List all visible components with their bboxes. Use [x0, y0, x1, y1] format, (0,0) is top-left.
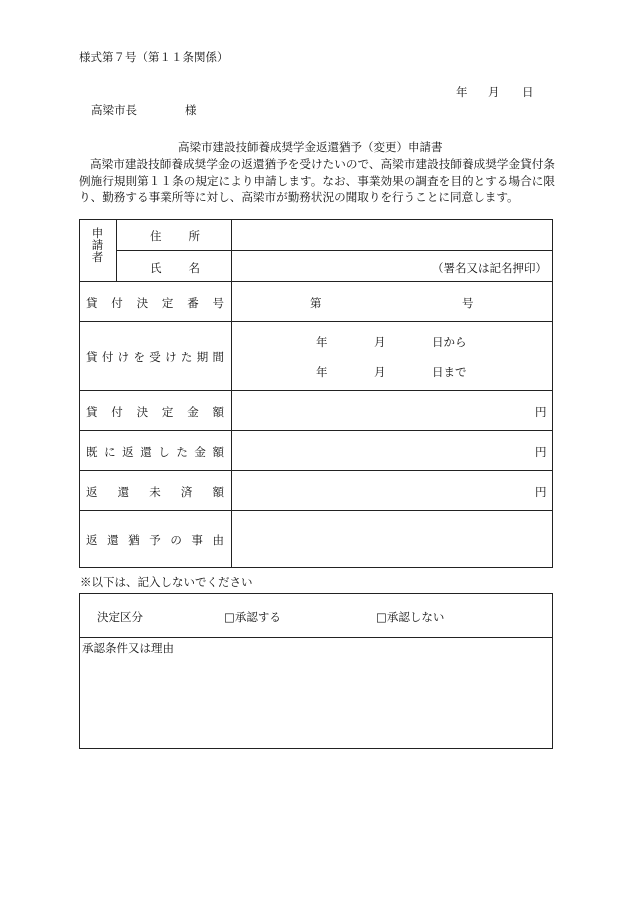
conditions-label: 承認条件又は理由	[82, 641, 174, 655]
decision-number-label: 貸 付 決 定 番 号	[86, 296, 224, 310]
seal-note: （署名又は記名押印）	[432, 261, 547, 275]
page-title: 高梁市建設技師養成奨学金返還猶予（変更）申請書	[178, 140, 443, 154]
address-label: 住 所	[150, 229, 200, 243]
decision-number-suffix: 号	[462, 296, 474, 310]
reject-checkbox[interactable]: □承認しない	[376, 610, 445, 624]
applicant-label: 申 請 者	[91, 226, 104, 264]
period-from-month: 月	[374, 335, 386, 349]
addressee-mayor: 高梁市長	[91, 103, 137, 117]
decided-amount-label: 貸 付 決 定 金 額	[86, 405, 224, 419]
body-text	[79, 156, 555, 206]
date-day: 日	[522, 85, 534, 99]
decided-amount-yen: 円	[535, 405, 547, 419]
name-label: 氏 名	[150, 261, 200, 275]
addressee-honorific: 様	[185, 103, 197, 117]
office-note: ※以下は、記入しないでください	[80, 575, 253, 589]
decision-number-prefix: 第	[310, 296, 322, 310]
period-from-day: 日から	[432, 335, 467, 349]
returned-amount-yen: 円	[535, 445, 547, 459]
period-to-day: 日まで	[432, 365, 467, 379]
unreturned-label: 返 還 未 済 額	[86, 485, 224, 499]
returned-amount-label: 既 に 返 還 し た 金 額	[86, 445, 224, 459]
period-to-year: 年	[316, 365, 328, 379]
period-label: 貸 付 け を 受 け た 期 間	[86, 350, 224, 364]
decision-label: 決定区分	[97, 610, 143, 624]
body-text-content: 高梁市建設技師養成奨学金の返還猶予を受けたいので、高梁市建設技師養成奨学金貸付条例施行規則第１１条の規定により申請します。なお、事業効果の調査を目的とする場合に限り、勤務する事業所等に対し、高梁市が勤務状況の聞取りを行うことに同意します。	[79, 157, 555, 204]
date-month: 月	[488, 85, 500, 99]
form-number: 様式第７号（第１１条関係）	[79, 50, 229, 64]
period-from-year: 年	[316, 335, 328, 349]
unreturned-yen: 円	[535, 485, 547, 499]
reason-label: 返 還 猶 予 の 事 由	[86, 533, 224, 547]
period-to-month: 月	[374, 365, 386, 379]
date-year: 年	[456, 85, 468, 99]
approve-checkbox[interactable]: □承認する	[224, 610, 281, 624]
